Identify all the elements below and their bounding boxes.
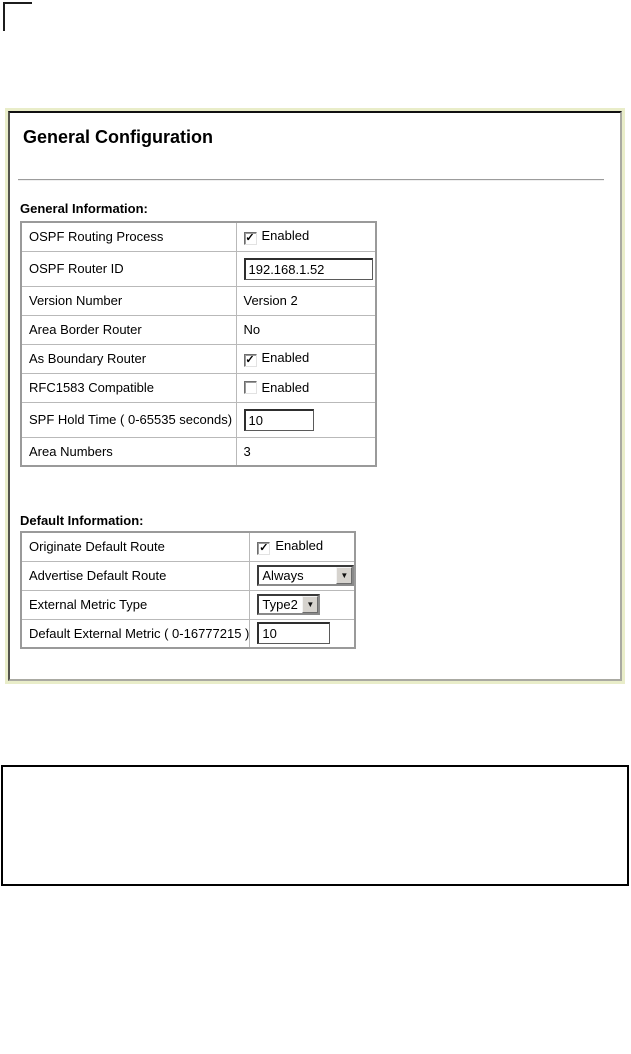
table-row [21,344,376,373]
checkmark-icon: ✓ [245,354,255,366]
table-row [21,561,355,590]
checkbox-label: Enabled [261,228,310,244]
table-row [21,373,376,402]
row-label-rfc1583-compatible: RFC1583 Compatible [21,373,236,402]
table-row [21,532,355,561]
row-value-cell [236,251,376,286]
rfc1583-compatible-checkbox[interactable] [244,381,257,394]
row-value-cell [236,222,376,251]
advertise-default-route-select[interactable] [257,565,354,586]
default-external-metric-input[interactable] [257,622,330,644]
row-label-ospf-router-id: OSPF Router ID [21,251,236,286]
select-value: Type2 [262,597,298,612]
row-value-cell [250,561,356,590]
checkmark-icon: ✓ [245,232,255,245]
table-row [21,222,376,251]
row-label-ospf-routing-process: OSPF Routing Process [21,222,236,251]
row-value-cell [236,373,376,402]
chevron-down-icon[interactable]: ▼ [336,567,352,584]
checkbox-label: Enabled [261,350,310,365]
page-title: General Configuration [23,127,214,147]
originate-default-route-checkbox[interactable] [257,542,270,555]
row-value-cell [250,590,356,619]
table-row [21,619,355,648]
empty-note-box [1,765,629,886]
checkbox-label: Enabled [275,538,324,554]
default-information-table [20,531,356,649]
row-label-version-number: Version Number [21,286,236,315]
chevron-down-icon[interactable]: ▼ [302,596,318,613]
spf-hold-time-input[interactable] [244,409,314,431]
table-row [21,315,376,344]
select-value: Always [262,568,304,583]
section-heading-default-information: Default Information: [20,513,144,528]
ospf-routing-process-checkbox[interactable] [244,232,257,245]
row-label-advertise-default-route: Advertise Default Route [21,561,250,590]
row-label-spf-hold-time: SPF Hold Time ( 0-65535 seconds) [21,402,236,437]
checkbox-label: Enabled [261,380,310,395]
config-panel [5,108,625,684]
general-information-table [20,221,377,467]
as-boundary-router-checkbox[interactable] [244,354,257,367]
table-row [21,251,376,286]
row-value-cell [236,402,376,437]
table-row [21,402,376,437]
row-value-cell [236,344,376,373]
table-row [21,437,376,466]
page-corner-frame-mark [3,2,32,31]
row-value-cell [250,532,356,561]
table-row [21,590,355,619]
row-label-area-border-router: Area Border Router [21,315,236,344]
checkmark-icon: ✓ [259,542,269,555]
config-panel-inner [8,111,622,681]
row-label-area-numbers: Area Numbers [21,437,236,466]
row-label-originate-default-route: Originate Default Route [21,532,250,561]
row-label-default-external-metric: Default External Metric ( 0-16777215 ) [21,619,250,648]
area-border-router-value: No [236,315,376,344]
ospf-router-id-input[interactable] [244,258,373,280]
row-value-cell [250,619,356,648]
row-label-external-metric-type: External Metric Type [21,590,250,619]
area-numbers-value: 3 [236,437,376,466]
table-row [21,286,376,315]
row-label-as-boundary-router: As Boundary Router [21,344,236,373]
section-heading-general-information: General Information: [20,201,148,216]
title-divider [18,179,604,181]
version-number-value: Version 2 [236,286,376,315]
external-metric-type-select[interactable] [257,594,320,615]
